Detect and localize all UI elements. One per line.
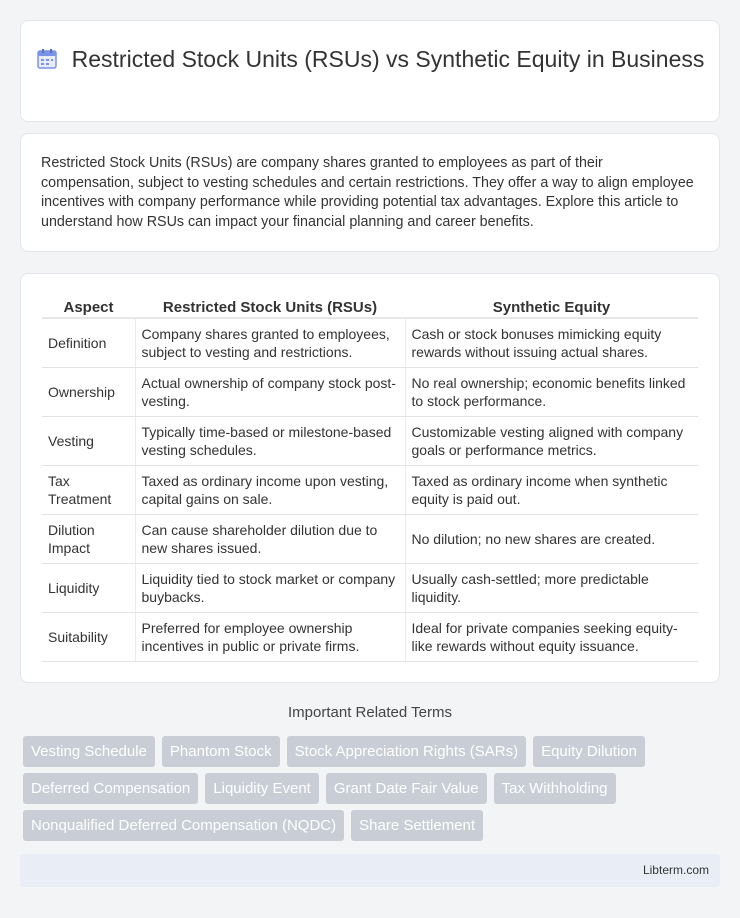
cell-aspect: Definition <box>42 318 135 367</box>
related-term-tag[interactable]: Stock Appreciation Rights (SARs) <box>287 736 526 767</box>
header-synthetic: Synthetic Equity <box>405 294 698 318</box>
cell-synthetic: No dilution; no new shares are created. <box>405 514 698 563</box>
cell-aspect: Liquidity <box>42 563 135 612</box>
header-aspect: Aspect <box>42 294 135 318</box>
cell-rsu: Typically time-based or milestone-based vesting schedules. <box>135 416 405 465</box>
cell-synthetic: Cash or stock bonuses mimicking equity rewards without issuing actual shares. <box>405 318 698 367</box>
related-term-tag[interactable]: Deferred Compensation <box>23 773 198 804</box>
table-row <box>42 367 698 416</box>
cell-aspect: Vesting <box>42 416 135 465</box>
comparison-card <box>20 273 720 683</box>
cell-synthetic: Usually cash-settled; more predictable liquidity. <box>405 563 698 612</box>
cell-synthetic: Taxed as ordinary income when synthetic equity is paid out. <box>405 465 698 514</box>
table-row <box>42 563 698 612</box>
related-term-tag[interactable]: Vesting Schedule <box>23 736 155 767</box>
cell-rsu: Liquidity tied to stock market or company buybacks. <box>135 563 405 612</box>
related-term-tag[interactable]: Liquidity Event <box>205 773 319 804</box>
related-terms-list <box>23 736 703 847</box>
cell-rsu: Taxed as ordinary income upon vesting, capital gains on sale. <box>135 465 405 514</box>
cell-rsu: Actual ownership of company stock post-vesting. <box>135 367 405 416</box>
related-term-tag[interactable]: Share Settlement <box>351 810 483 841</box>
cell-aspect: Ownership <box>42 367 135 416</box>
related-term-tag[interactable]: Tax Withholding <box>494 773 616 804</box>
related-term-tag[interactable]: Nonqualified Deferred Compensation (NQDC) <box>23 810 344 841</box>
cell-synthetic: Customizable vesting aligned with company goals or performance metrics. <box>405 416 698 465</box>
cell-aspect: Dilution Impact <box>42 514 135 563</box>
related-term-tag[interactable]: Phantom Stock <box>162 736 280 767</box>
related-term-tag[interactable]: Grant Date Fair Value <box>326 773 487 804</box>
footer-brand-link[interactable]: Libterm.com <box>642 863 709 877</box>
table-row <box>42 514 698 563</box>
cell-rsu: Company shares granted to employees, subject to vesting and restrictions. <box>135 318 405 367</box>
table-row <box>42 465 698 514</box>
table-row <box>42 612 698 661</box>
cell-rsu: Preferred for employee ownership incentives in public or private firms. <box>135 612 405 661</box>
table-row <box>42 318 698 367</box>
page-title: Restricted Stock Units (RSUs) vs Synthetic Equity in Business <box>71 46 705 72</box>
footer <box>20 854 720 887</box>
calendar-icon <box>36 48 58 70</box>
table-header-row <box>42 294 698 318</box>
cell-aspect: Suitability <box>42 612 135 661</box>
header-rsu: Restricted Stock Units (RSUs) <box>135 294 405 318</box>
related-term-tag[interactable]: Equity Dilution <box>533 736 645 767</box>
page-title-wrap <box>21 45 719 74</box>
cell-synthetic: Ideal for private companies seeking equity-like rewards without equity issuance. <box>405 612 698 661</box>
intro-text: Restricted Stock Units (RSUs) are company shares granted to employees as part of their compensation, subject to vesting schedules and certain restrictions. They offer a way to align employee incentives with company performance while providing potential tax advantages. Explore this article to understand how RSUs can impact your financial planning and career benefits. <box>41 155 694 230</box>
cell-synthetic: No real ownership; economic benefits linked to stock performance. <box>405 367 698 416</box>
title-card <box>20 20 720 122</box>
intro-card <box>20 133 720 252</box>
cell-rsu: Can cause shareholder dilution due to new shares issued. <box>135 514 405 563</box>
related-terms-title: Important Related Terms <box>288 704 452 721</box>
comparison-table <box>42 294 698 662</box>
cell-aspect: Tax Treatment <box>42 465 135 514</box>
table-row <box>42 416 698 465</box>
